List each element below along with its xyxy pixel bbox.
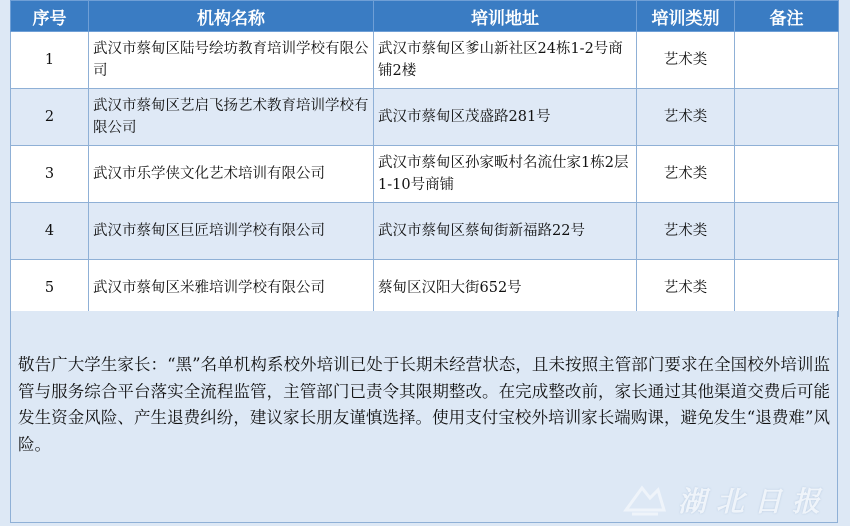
row-name: 武汉市蔡甸区陆号绘坊教育培训学校有限公司 <box>89 32 374 89</box>
row-address: 武汉市蔡甸区爹山新社区24栋1-2号商铺2楼 <box>374 32 637 89</box>
header-name: 机构名称 <box>89 1 374 32</box>
row-no: 4 <box>11 203 89 260</box>
table-row <box>11 32 839 89</box>
row-name: 武汉市蔡甸区巨匠培训学校有限公司 <box>89 203 374 260</box>
row-category: 艺术类 <box>637 260 735 317</box>
table-header-row <box>11 1 839 32</box>
parent-notice: 敬告广大学生家长：“黑”名单机构系校外培训已处于长期未经营状态，且未按照主管部门要求在全国校外培训监管与服务综合平台落实全流程监管，主管部门已责令其限期整改。在完成整改前，家长通过其他渠道交费后可能发生资金风险、产生退费纠纷，建议家长朋友谨慎选择。使用支付宝校外培训家长端购课，避免发生“退费难”风险。 <box>18 355 830 454</box>
hubei-daily-logo-icon <box>622 480 668 520</box>
table-row <box>11 260 839 317</box>
watermark-text: 湖北日报 <box>677 485 830 518</box>
header-address: 培训地址 <box>374 1 637 32</box>
row-category: 艺术类 <box>637 89 735 146</box>
watermark <box>622 480 830 520</box>
table-row <box>11 146 839 203</box>
row-note <box>735 89 839 146</box>
row-no: 2 <box>11 89 89 146</box>
row-note <box>735 146 839 203</box>
header-no: 序号 <box>11 1 89 32</box>
row-address: 武汉市蔡甸区蔡甸街新福路22号 <box>374 203 637 260</box>
row-category: 艺术类 <box>637 203 735 260</box>
row-no: 5 <box>11 260 89 317</box>
table-row <box>11 89 839 146</box>
header-category: 培训类别 <box>637 1 735 32</box>
row-category: 艺术类 <box>637 32 735 89</box>
row-note <box>735 260 839 317</box>
row-category: 艺术类 <box>637 146 735 203</box>
header-note: 备注 <box>735 1 839 32</box>
row-no: 3 <box>11 146 89 203</box>
row-address: 蔡甸区汉阳大街652号 <box>374 260 637 317</box>
row-no: 1 <box>11 32 89 89</box>
table-row <box>11 203 839 260</box>
row-address: 武汉市蔡甸区孙家畈村名流仕家1栋2层1-10号商铺 <box>374 146 637 203</box>
row-address: 武汉市蔡甸区茂盛路281号 <box>374 89 637 146</box>
row-note <box>735 32 839 89</box>
institution-table <box>10 0 839 317</box>
row-name: 武汉市蔡甸区艺启飞扬艺术教育培训学校有限公司 <box>89 89 374 146</box>
row-name: 武汉市蔡甸区米雅培训学校有限公司 <box>89 260 374 317</box>
row-note <box>735 203 839 260</box>
row-name: 武汉市乐学侠文化艺术培训有限公司 <box>89 146 374 203</box>
